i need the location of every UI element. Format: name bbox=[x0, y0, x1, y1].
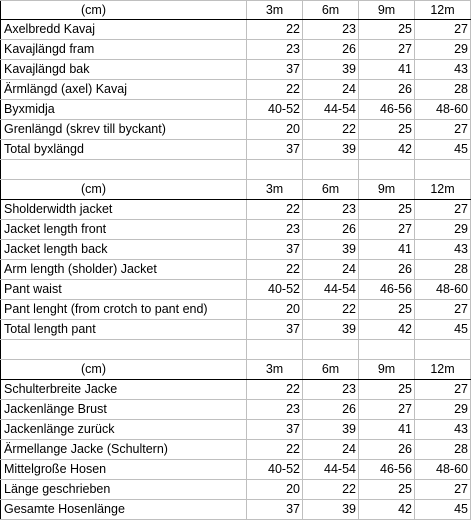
measurement-value: 27 bbox=[358, 400, 414, 419]
measurement-value: 20 bbox=[246, 120, 302, 139]
table-row bbox=[0, 220, 471, 240]
size-header: 3m bbox=[246, 360, 302, 379]
measurement-label: Kavajlängd fram bbox=[0, 40, 246, 59]
table-row bbox=[0, 400, 471, 420]
measurement-value: 41 bbox=[358, 240, 414, 259]
measurement-label: Gesamte Hosenlänge bbox=[0, 500, 246, 519]
blank-cell bbox=[302, 160, 358, 179]
measurement-value: 41 bbox=[358, 60, 414, 79]
measurement-label: Ärmellange Jacke (Schultern) bbox=[0, 440, 246, 459]
measurement-value: 46-56 bbox=[358, 280, 414, 299]
blank-row bbox=[0, 160, 471, 180]
blank-cell bbox=[0, 340, 246, 359]
measurement-label: Pant waist bbox=[0, 280, 246, 299]
measurement-value: 26 bbox=[358, 80, 414, 99]
measurement-value: 42 bbox=[358, 500, 414, 519]
measurement-value: 42 bbox=[358, 320, 414, 339]
table-header-row bbox=[0, 180, 471, 200]
measurement-value: 40-52 bbox=[246, 100, 302, 119]
size-header: 3m bbox=[246, 180, 302, 199]
measurement-label: Axelbredd Kavaj bbox=[0, 20, 246, 39]
measurement-value: 26 bbox=[358, 440, 414, 459]
table-row bbox=[0, 80, 471, 100]
measurement-label: Ärmlängd (axel) Kavaj bbox=[0, 80, 246, 99]
table-row bbox=[0, 500, 471, 520]
measurement-value: 44-54 bbox=[302, 100, 358, 119]
size-header: 9m bbox=[358, 180, 414, 199]
size-header: 6m bbox=[302, 180, 358, 199]
measurement-value: 27 bbox=[414, 300, 471, 319]
measurement-value: 25 bbox=[358, 480, 414, 499]
size-table-swedish bbox=[0, 0, 471, 160]
measurement-value: 23 bbox=[246, 40, 302, 59]
measurement-value: 20 bbox=[246, 480, 302, 499]
measurement-label: Total byxlängd bbox=[0, 140, 246, 159]
size-header: 3m bbox=[246, 1, 302, 19]
measurement-value: 43 bbox=[414, 60, 471, 79]
measurement-value: 26 bbox=[302, 220, 358, 239]
size-header: 12m bbox=[414, 180, 471, 199]
table-row bbox=[0, 320, 471, 340]
measurement-value: 44-54 bbox=[302, 280, 358, 299]
measurement-label: Jacket length front bbox=[0, 220, 246, 239]
size-header: 9m bbox=[358, 1, 414, 19]
measurement-value: 22 bbox=[302, 120, 358, 139]
measurement-value: 39 bbox=[302, 500, 358, 519]
measurement-value: 41 bbox=[358, 420, 414, 439]
unit-header: (cm) bbox=[0, 1, 246, 19]
measurement-label: Kavajlängd bak bbox=[0, 60, 246, 79]
measurement-value: 37 bbox=[246, 420, 302, 439]
measurement-value: 39 bbox=[302, 240, 358, 259]
measurement-value: 48-60 bbox=[414, 100, 471, 119]
measurement-value: 25 bbox=[358, 380, 414, 399]
measurement-value: 22 bbox=[302, 480, 358, 499]
blank-cell bbox=[414, 340, 471, 359]
table-row bbox=[0, 200, 471, 220]
measurement-value: 37 bbox=[246, 320, 302, 339]
table-row bbox=[0, 440, 471, 460]
measurement-label: Total length pant bbox=[0, 320, 246, 339]
table-row bbox=[0, 280, 471, 300]
measurement-value: 25 bbox=[358, 200, 414, 219]
measurement-value: 25 bbox=[358, 20, 414, 39]
measurement-value: 22 bbox=[246, 20, 302, 39]
measurement-label: Pant lenght (from crotch to pant end) bbox=[0, 300, 246, 319]
size-header: 9m bbox=[358, 360, 414, 379]
measurement-value: 27 bbox=[414, 20, 471, 39]
table-row bbox=[0, 100, 471, 120]
blank-cell bbox=[414, 160, 471, 179]
table-row bbox=[0, 420, 471, 440]
table-row bbox=[0, 480, 471, 500]
measurement-value: 23 bbox=[302, 380, 358, 399]
blank-row bbox=[0, 340, 471, 360]
measurement-value: 37 bbox=[246, 140, 302, 159]
blank-cell bbox=[302, 340, 358, 359]
measurement-value: 28 bbox=[414, 80, 471, 99]
measurement-value: 27 bbox=[414, 120, 471, 139]
measurement-value: 27 bbox=[414, 200, 471, 219]
measurement-label: Länge geschrieben bbox=[0, 480, 246, 499]
measurement-value: 22 bbox=[246, 200, 302, 219]
measurement-value: 43 bbox=[414, 420, 471, 439]
table-row bbox=[0, 260, 471, 280]
table-row bbox=[0, 120, 471, 140]
size-header: 6m bbox=[302, 1, 358, 19]
table-row bbox=[0, 380, 471, 400]
table-row bbox=[0, 40, 471, 60]
measurement-value: 20 bbox=[246, 300, 302, 319]
measurement-value: 40-52 bbox=[246, 460, 302, 479]
measurement-value: 27 bbox=[358, 220, 414, 239]
measurement-label: Jacket length back bbox=[0, 240, 246, 259]
table-header-row bbox=[0, 0, 471, 20]
measurement-value: 40-52 bbox=[246, 280, 302, 299]
measurement-label: Jackenlänge zurück bbox=[0, 420, 246, 439]
table-row bbox=[0, 460, 471, 480]
measurement-value: 37 bbox=[246, 60, 302, 79]
measurement-label: Grenlängd (skrev till byckant) bbox=[0, 120, 246, 139]
measurement-value: 26 bbox=[302, 40, 358, 59]
measurement-value: 23 bbox=[302, 20, 358, 39]
measurement-value: 37 bbox=[246, 500, 302, 519]
size-header: 12m bbox=[414, 360, 471, 379]
measurement-value: 45 bbox=[414, 500, 471, 519]
measurement-value: 27 bbox=[358, 40, 414, 59]
measurement-value: 23 bbox=[246, 220, 302, 239]
blank-cell bbox=[0, 160, 246, 179]
measurement-value: 23 bbox=[246, 400, 302, 419]
measurement-label: Arm length (sholder) Jacket bbox=[0, 260, 246, 279]
measurement-value: 24 bbox=[302, 80, 358, 99]
measurement-value: 24 bbox=[302, 440, 358, 459]
measurement-value: 45 bbox=[414, 320, 471, 339]
measurement-label: Sholderwidth jacket bbox=[0, 200, 246, 219]
measurement-value: 26 bbox=[302, 400, 358, 419]
blank-cell bbox=[246, 160, 302, 179]
blank-cell bbox=[358, 160, 414, 179]
measurement-value: 22 bbox=[246, 260, 302, 279]
measurement-value: 28 bbox=[414, 440, 471, 459]
measurement-label: Jackenlänge Brust bbox=[0, 400, 246, 419]
table-row bbox=[0, 240, 471, 260]
size-table-english bbox=[0, 180, 471, 340]
measurement-value: 22 bbox=[246, 380, 302, 399]
measurement-value: 39 bbox=[302, 60, 358, 79]
measurement-value: 25 bbox=[358, 300, 414, 319]
table-row bbox=[0, 20, 471, 40]
table-row bbox=[0, 300, 471, 320]
measurement-value: 42 bbox=[358, 140, 414, 159]
measurement-value: 22 bbox=[246, 440, 302, 459]
blank-cell bbox=[358, 340, 414, 359]
size-header: 6m bbox=[302, 360, 358, 379]
measurement-value: 48-60 bbox=[414, 280, 471, 299]
measurement-value: 44-54 bbox=[302, 460, 358, 479]
measurement-value: 22 bbox=[246, 80, 302, 99]
unit-header: (cm) bbox=[0, 180, 246, 199]
measurement-value: 45 bbox=[414, 140, 471, 159]
measurement-value: 39 bbox=[302, 140, 358, 159]
measurement-value: 27 bbox=[414, 380, 471, 399]
measurement-value: 26 bbox=[358, 260, 414, 279]
size-header: 12m bbox=[414, 1, 471, 19]
measurement-label: Mittelgroße Hosen bbox=[0, 460, 246, 479]
measurement-value: 25 bbox=[358, 120, 414, 139]
measurement-label: Schulterbreite Jacke bbox=[0, 380, 246, 399]
measurement-value: 29 bbox=[414, 220, 471, 239]
measurement-value: 24 bbox=[302, 260, 358, 279]
blank-cell bbox=[246, 340, 302, 359]
measurement-value: 46-56 bbox=[358, 460, 414, 479]
measurement-value: 29 bbox=[414, 40, 471, 59]
table-header-row bbox=[0, 360, 471, 380]
measurement-value: 27 bbox=[414, 480, 471, 499]
measurement-value: 48-60 bbox=[414, 460, 471, 479]
measurement-value: 39 bbox=[302, 320, 358, 339]
measurement-value: 43 bbox=[414, 240, 471, 259]
measurement-value: 29 bbox=[414, 400, 471, 419]
unit-header: (cm) bbox=[0, 360, 246, 379]
measurement-value: 28 bbox=[414, 260, 471, 279]
table-row bbox=[0, 140, 471, 160]
size-table-german bbox=[0, 360, 471, 520]
measurement-value: 46-56 bbox=[358, 100, 414, 119]
table-row bbox=[0, 60, 471, 80]
measurement-value: 22 bbox=[302, 300, 358, 319]
measurement-value: 23 bbox=[302, 200, 358, 219]
measurement-value: 37 bbox=[246, 240, 302, 259]
measurement-label: Byxmidja bbox=[0, 100, 246, 119]
measurement-value: 39 bbox=[302, 420, 358, 439]
